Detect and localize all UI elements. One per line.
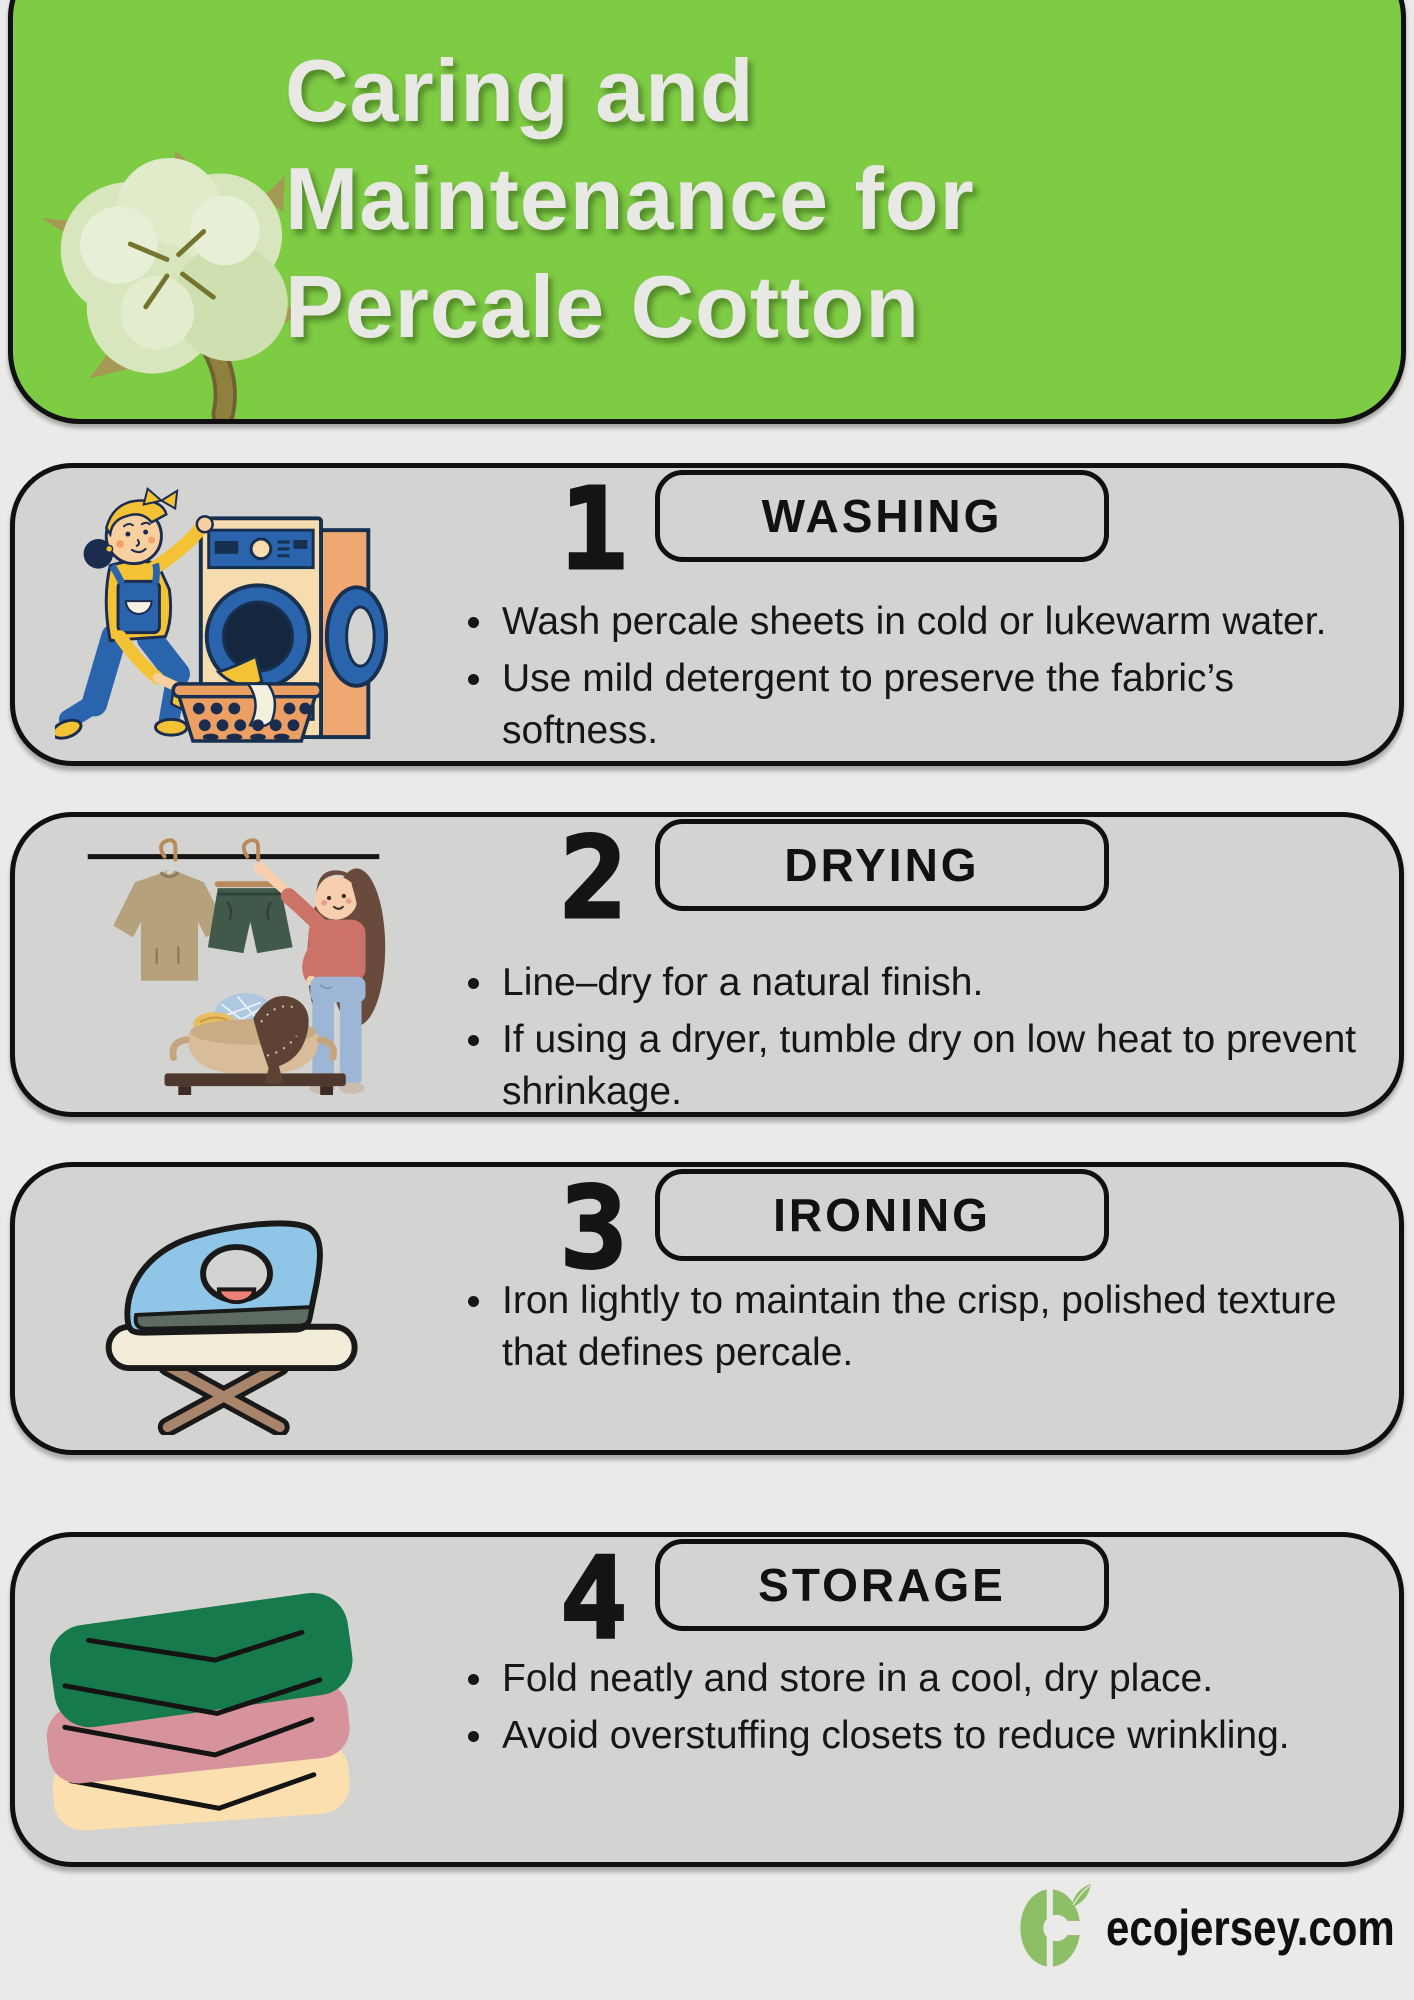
header-banner — [8, 0, 1406, 424]
section-title: WASHING — [761, 490, 1003, 542]
section-card-drying — [10, 812, 1404, 1117]
page-title-line-3: Percale Cotton — [285, 257, 921, 356]
section-card-washing — [10, 463, 1404, 766]
section-card-ironing — [10, 1162, 1404, 1455]
section-title: STORAGE — [758, 1559, 1006, 1611]
section-number: 4 — [560, 1534, 628, 1664]
bullet-item: Iron lightly to maintain the crisp, polished texture that defines percale. — [460, 1275, 1399, 1379]
section-title-badge — [655, 1539, 1109, 1631]
bullet-item: If using a dryer, tumble dry on low heat to prevent shrinkage. — [460, 1014, 1399, 1118]
section-number: 3 — [560, 1164, 628, 1294]
brand-name: ecojersey.com — [1106, 1900, 1395, 1956]
section-title-badge — [655, 470, 1109, 562]
section-title-badge — [655, 1169, 1109, 1261]
bullet-item: Wash percale sheets in cold or lukewarm water. — [460, 596, 1399, 648]
cotton-boll-icon — [17, 129, 317, 419]
bullet-list — [460, 1275, 1399, 1379]
footer-brand — [1008, 1880, 1414, 1976]
section-title: IRONING — [773, 1189, 991, 1241]
washing-machine-illustration — [55, 470, 390, 746]
page-title — [285, 37, 975, 361]
bullet-list — [460, 1653, 1290, 1762]
bullet-item: Avoid overstuffing closets to reduce wrinkling. — [460, 1710, 1290, 1762]
folded-linens-illustration — [25, 1583, 411, 1835]
bullet-list — [460, 596, 1399, 757]
bullet-item: Fold neatly and store in a cool, dry place. — [460, 1653, 1290, 1705]
bullet-item: Use mild detergent to preserve the fabric’s softness. — [460, 653, 1399, 757]
section-title-badge — [655, 819, 1109, 911]
section-number: 2 — [560, 814, 628, 944]
line-drying-illustration — [73, 831, 395, 1095]
bullet-item: Line–dry for a natural finish. — [460, 957, 1399, 1009]
page-title-line-1: Caring and — [285, 41, 755, 140]
section-title: DRYING — [784, 839, 980, 891]
section-number: 1 — [560, 465, 628, 595]
page-title-line-2: Maintenance for — [285, 149, 975, 248]
ecojersey-logo-icon — [1008, 1880, 1096, 1976]
ironing-board-illustration — [87, 1189, 392, 1435]
section-card-storage — [10, 1532, 1404, 1867]
bullet-list — [460, 957, 1399, 1118]
